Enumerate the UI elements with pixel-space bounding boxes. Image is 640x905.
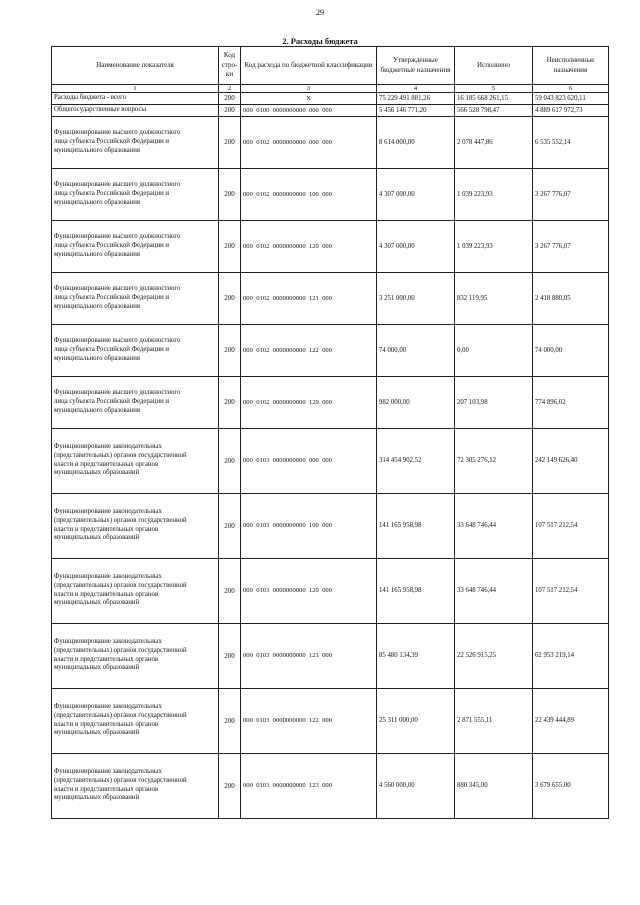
row-line-code: 200	[219, 753, 241, 818]
row-approved: 85 480 134,39	[377, 623, 455, 688]
section-title: 2. Расходы бюджета	[282, 36, 358, 46]
row-line-code: 200	[219, 116, 241, 168]
row-name: Функционирование высшего должностного лица субъекта Российской Федерации и муниципального образования	[52, 116, 219, 168]
row-unexecuted: 107 517 212,54	[533, 558, 609, 623]
row-executed: 566 528 798,47	[455, 104, 533, 116]
header-unexecuted: Неисполненные назначения	[533, 47, 609, 85]
header-approved: Утвержденные бюджетные назначения	[377, 47, 455, 85]
table-row	[52, 376, 609, 428]
row-executed: 2 871 555,11	[455, 688, 533, 753]
row-unexecuted: 3 267 776,07	[533, 168, 609, 220]
row-approved: 75 229 491 881,26	[377, 93, 455, 105]
table-row	[52, 688, 609, 753]
row-approved: 74 000,00	[377, 324, 455, 376]
row-approved: 141 165 958,98	[377, 558, 455, 623]
header-row	[52, 47, 609, 85]
column-number: 2	[219, 85, 241, 93]
row-unexecuted: 2 418 880,05	[533, 272, 609, 324]
row-line-code: 200	[219, 104, 241, 116]
row-expense-code: 000 0102 0000000000 120 000	[241, 220, 377, 272]
row-line-code: 200	[219, 168, 241, 220]
row-unexecuted: 59 043 823 620,11	[533, 93, 609, 105]
row-approved: 4 560 000,00	[377, 753, 455, 818]
row-unexecuted: 242 149 626,40	[533, 428, 609, 493]
row-expense-code: 000 0103 0000000000 000 000	[241, 428, 377, 493]
table-row	[52, 220, 609, 272]
column-number: 6	[533, 85, 609, 93]
table-row	[52, 93, 609, 105]
row-approved: 5 456 146 771,20	[377, 104, 455, 116]
row-name: Расходы бюджета - всего	[52, 93, 219, 105]
table-row	[52, 324, 609, 376]
row-line-code: 200	[219, 324, 241, 376]
table-row	[52, 116, 609, 168]
row-unexecuted: 3 679 655,00	[533, 753, 609, 818]
row-line-code: 200	[219, 272, 241, 324]
row-expense-code: 000 0103 0000000000 122 000	[241, 688, 377, 753]
row-name: Функционирование законодательных (представительных) органов государственной власти и представительных органов муниципальных образований	[52, 623, 219, 688]
table-row	[52, 493, 609, 558]
table-row	[52, 753, 609, 818]
row-approved: 3 251 000,00	[377, 272, 455, 324]
row-executed: 33 648 746,44	[455, 558, 533, 623]
row-line-code: 200	[219, 493, 241, 558]
row-unexecuted: 774 896,02	[533, 376, 609, 428]
row-expense-code: 000 0103 0000000000 121 000	[241, 623, 377, 688]
row-approved: 4 307 000,00	[377, 168, 455, 220]
table-row	[52, 558, 609, 623]
row-expense-code: 000 0103 0000000000 120 000	[241, 558, 377, 623]
row-executed: 0,00	[455, 324, 533, 376]
row-unexecuted: 62 953 219,14	[533, 623, 609, 688]
row-name: Функционирование законодательных (представительных) органов государственной власти и представительных органов муниципальных образований	[52, 753, 219, 818]
row-executed: 2 078 447,86	[455, 116, 533, 168]
column-number: 1	[52, 85, 219, 93]
row-name: Функционирование высшего должностного лица субъекта Российской Федерации и муниципального образования	[52, 272, 219, 324]
row-line-code: 200	[219, 376, 241, 428]
table-row	[52, 168, 609, 220]
row-approved: 982 000,00	[377, 376, 455, 428]
row-approved: 25 311 000,00	[377, 688, 455, 753]
row-name: Функционирование высшего должностного лица субъекта Российской Федерации и муниципального образования	[52, 324, 219, 376]
row-approved: 141 165 958,98	[377, 493, 455, 558]
row-executed: 1 039 223,93	[455, 220, 533, 272]
row-name: Функционирование законодательных (представительных) органов государственной власти и представительных органов муниципальных образований	[52, 688, 219, 753]
row-name: Общегосударственные вопросы	[52, 104, 219, 116]
table-row	[52, 428, 609, 493]
page-number: 29	[316, 8, 324, 17]
table-row	[52, 623, 609, 688]
row-expense-code: 000 0102 0000000000 000 000	[241, 116, 377, 168]
row-expense-code: 000 0102 0000000000 122 000	[241, 324, 377, 376]
row-expense-code: 000 0102 0000000000 121 000	[241, 272, 377, 324]
row-executed: 880 345,00	[455, 753, 533, 818]
column-number-row	[52, 85, 609, 93]
column-number: 3	[241, 85, 377, 93]
row-approved: 8 614 000,00	[377, 116, 455, 168]
row-name: Функционирование высшего должностного лица субъекта Российской Федерации и муниципального образования	[52, 220, 219, 272]
row-approved: 4 307 000,00	[377, 220, 455, 272]
column-number: 5	[455, 85, 533, 93]
column-number: 4	[377, 85, 455, 93]
row-unexecuted: 4 889 617 972,73	[533, 104, 609, 116]
row-line-code: 200	[219, 220, 241, 272]
header-expense-code: Код расхода по бюджетной классификации	[241, 47, 377, 85]
row-name: Функционирование высшего должностного лица субъекта Российской Федерации и муниципального образования	[52, 376, 219, 428]
header-executed: Исполнено	[455, 47, 533, 85]
row-unexecuted: 6 535 552,14	[533, 116, 609, 168]
table-row	[52, 272, 609, 324]
budget-expenses-table	[51, 46, 609, 819]
row-line-code: 200	[219, 558, 241, 623]
row-expense-code: X	[241, 93, 377, 105]
row-line-code: 200	[219, 623, 241, 688]
row-expense-code: 000 0103 0000000000 123 000	[241, 753, 377, 818]
row-executed: 1 039 223,93	[455, 168, 533, 220]
row-name: Функционирование высшего должностного лица субъекта Российской Федерации и муниципального образования	[52, 168, 219, 220]
row-name: Функционирование законодательных (представительных) органов государственной власти и представительных органов муниципальных образований	[52, 558, 219, 623]
header-line-code: Код стро-ки	[219, 47, 241, 85]
row-name: Функционирование законодательных (представительных) органов государственной власти и представительных органов муниципальных образований	[52, 493, 219, 558]
row-approved: 314 454 902,52	[377, 428, 455, 493]
row-line-code: 200	[219, 688, 241, 753]
row-expense-code: 000 0100 0000000000 000 000	[241, 104, 377, 116]
row-executed: 832 119,95	[455, 272, 533, 324]
row-unexecuted: 22 439 444,89	[533, 688, 609, 753]
row-unexecuted: 3 267 776,07	[533, 220, 609, 272]
row-executed: 16 185 668 261,15	[455, 93, 533, 105]
row-unexecuted: 74 000,00	[533, 324, 609, 376]
row-expense-code: 000 0103 0000000000 100 000	[241, 493, 377, 558]
row-unexecuted: 107 517 212,54	[533, 493, 609, 558]
row-line-code: 200	[219, 93, 241, 105]
row-expense-code: 000 0102 0000000000 100 000	[241, 168, 377, 220]
header-name: Наименование показателя	[52, 47, 219, 85]
row-line-code: 200	[219, 428, 241, 493]
row-executed: 207 103,98	[455, 376, 533, 428]
table-row	[52, 104, 609, 116]
row-executed: 22 526 915,25	[455, 623, 533, 688]
row-executed: 33 648 746,44	[455, 493, 533, 558]
row-expense-code: 000 0102 0000000000 129 000	[241, 376, 377, 428]
row-name: Функционирование законодательных (представительных) органов государственной власти и представительных органов муниципальных образований	[52, 428, 219, 493]
row-executed: 72 305 276,12	[455, 428, 533, 493]
